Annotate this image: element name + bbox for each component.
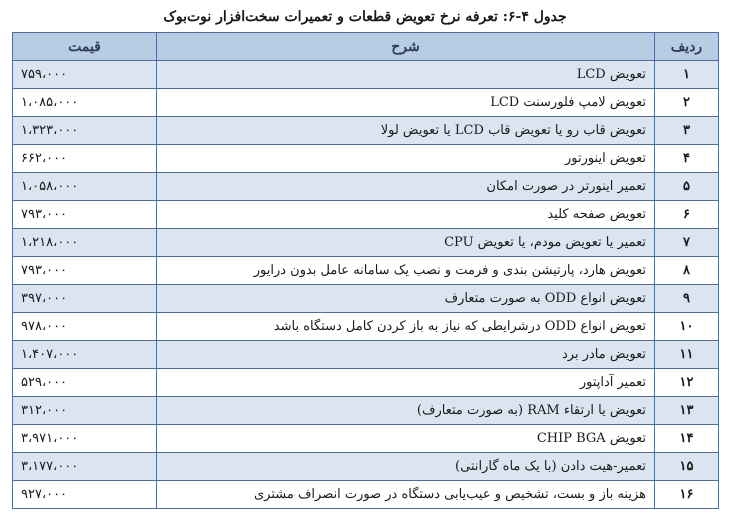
table-row bbox=[13, 481, 719, 509]
header-description: شرح bbox=[157, 33, 655, 61]
row-price: ۱،۰۵۸،۰۰۰ bbox=[13, 173, 157, 201]
header-row-number: ردیف bbox=[655, 33, 719, 61]
row-description: تعویض انواع ODD درشرایطی که نیاز به باز کردن کامل دستگاه باشد bbox=[157, 313, 655, 341]
table-body bbox=[13, 61, 719, 509]
row-description: تعمیر-هیت دادن (با یک ماه گارانتی) bbox=[157, 453, 655, 481]
row-price: ۷۹۳،۰۰۰ bbox=[13, 201, 157, 229]
row-number: ۷ bbox=[655, 229, 719, 257]
table-row bbox=[13, 369, 719, 397]
table-row bbox=[13, 173, 719, 201]
row-description: تعمیر اینورتر در صورت امکان bbox=[157, 173, 655, 201]
row-description: تعمیر یا تعویض مودم، یا تعویض CPU bbox=[157, 229, 655, 257]
row-price: ۳۱۲،۰۰۰ bbox=[13, 397, 157, 425]
row-description: تعویض صفحه کلید bbox=[157, 201, 655, 229]
row-description: تعویض انواع ODD به صورت متعارف bbox=[157, 285, 655, 313]
row-number: ۱۳ bbox=[655, 397, 719, 425]
row-description: هزینه باز و بست، تشخیص و عیب‌یابی دستگاه در صورت انصراف مشتری bbox=[157, 481, 655, 509]
row-number: ۱۲ bbox=[655, 369, 719, 397]
row-price: ۵۲۹،۰۰۰ bbox=[13, 369, 157, 397]
row-price: ۱،۳۲۳،۰۰۰ bbox=[13, 117, 157, 145]
table-row bbox=[13, 397, 719, 425]
row-number: ۵ bbox=[655, 173, 719, 201]
table-row bbox=[13, 117, 719, 145]
row-description: تعمیر آداپتور bbox=[157, 369, 655, 397]
table-row bbox=[13, 341, 719, 369]
row-number: ۴ bbox=[655, 145, 719, 173]
row-price: ۷۵۹،۰۰۰ bbox=[13, 61, 157, 89]
table-header-row bbox=[13, 33, 719, 61]
row-description: تعویض لامپ فلورسنت LCD bbox=[157, 89, 655, 117]
row-description: تعویض مادر برد bbox=[157, 341, 655, 369]
row-description: تعویض قاب رو یا تعویض قاب LCD یا تعویض لولا bbox=[157, 117, 655, 145]
row-price: ۱،۰۸۵،۰۰۰ bbox=[13, 89, 157, 117]
row-price: ۳،۹۷۱،۰۰۰ bbox=[13, 425, 157, 453]
row-price: ۳۹۷،۰۰۰ bbox=[13, 285, 157, 313]
table-row bbox=[13, 257, 719, 285]
row-description: تعویض هارد، پارتیشن بندی و فرمت و نصب یک سامانه عامل بدون درایور bbox=[157, 257, 655, 285]
row-number: ۶ bbox=[655, 201, 719, 229]
table-row bbox=[13, 425, 719, 453]
table-row bbox=[13, 201, 719, 229]
row-number: ۱ bbox=[655, 61, 719, 89]
row-number: ۳ bbox=[655, 117, 719, 145]
row-price: ۹۷۸،۰۰۰ bbox=[13, 313, 157, 341]
row-price: ۷۹۳،۰۰۰ bbox=[13, 257, 157, 285]
price-table bbox=[12, 32, 719, 509]
row-price: ۶۶۲،۰۰۰ bbox=[13, 145, 157, 173]
row-price: ۳،۱۷۷،۰۰۰ bbox=[13, 453, 157, 481]
table-caption: جدول ۴-۶: تعرفه نرخ تعویض قطعات و تعمیرات سخت‌افزار نوت‌بوک bbox=[163, 9, 567, 25]
row-description: تعویض یا ارتقاء RAM (به صورت متعارف) bbox=[157, 397, 655, 425]
table-row bbox=[13, 313, 719, 341]
row-description: تعویض LCD bbox=[157, 61, 655, 89]
table-row bbox=[13, 145, 719, 173]
table-row bbox=[13, 453, 719, 481]
table-row bbox=[13, 285, 719, 313]
table-row bbox=[13, 229, 719, 257]
row-number: ۱۴ bbox=[655, 425, 719, 453]
row-price: ۹۲۷،۰۰۰ bbox=[13, 481, 157, 509]
row-number: ۹ bbox=[655, 285, 719, 313]
row-number: ۱۰ bbox=[655, 313, 719, 341]
row-price: ۱،۲۱۸،۰۰۰ bbox=[13, 229, 157, 257]
header-price: قیمت bbox=[13, 33, 157, 61]
row-number: ۸ bbox=[655, 257, 719, 285]
row-number: ۱۱ bbox=[655, 341, 719, 369]
row-description: تعویض CHIP BGA bbox=[157, 425, 655, 453]
row-price: ۱،۴۰۷،۰۰۰ bbox=[13, 341, 157, 369]
row-number: ۱۶ bbox=[655, 481, 719, 509]
table-row bbox=[13, 61, 719, 89]
row-number: ۲ bbox=[655, 89, 719, 117]
table-row bbox=[13, 89, 719, 117]
row-number: ۱۵ bbox=[655, 453, 719, 481]
row-description: تعویض اینورتور bbox=[157, 145, 655, 173]
